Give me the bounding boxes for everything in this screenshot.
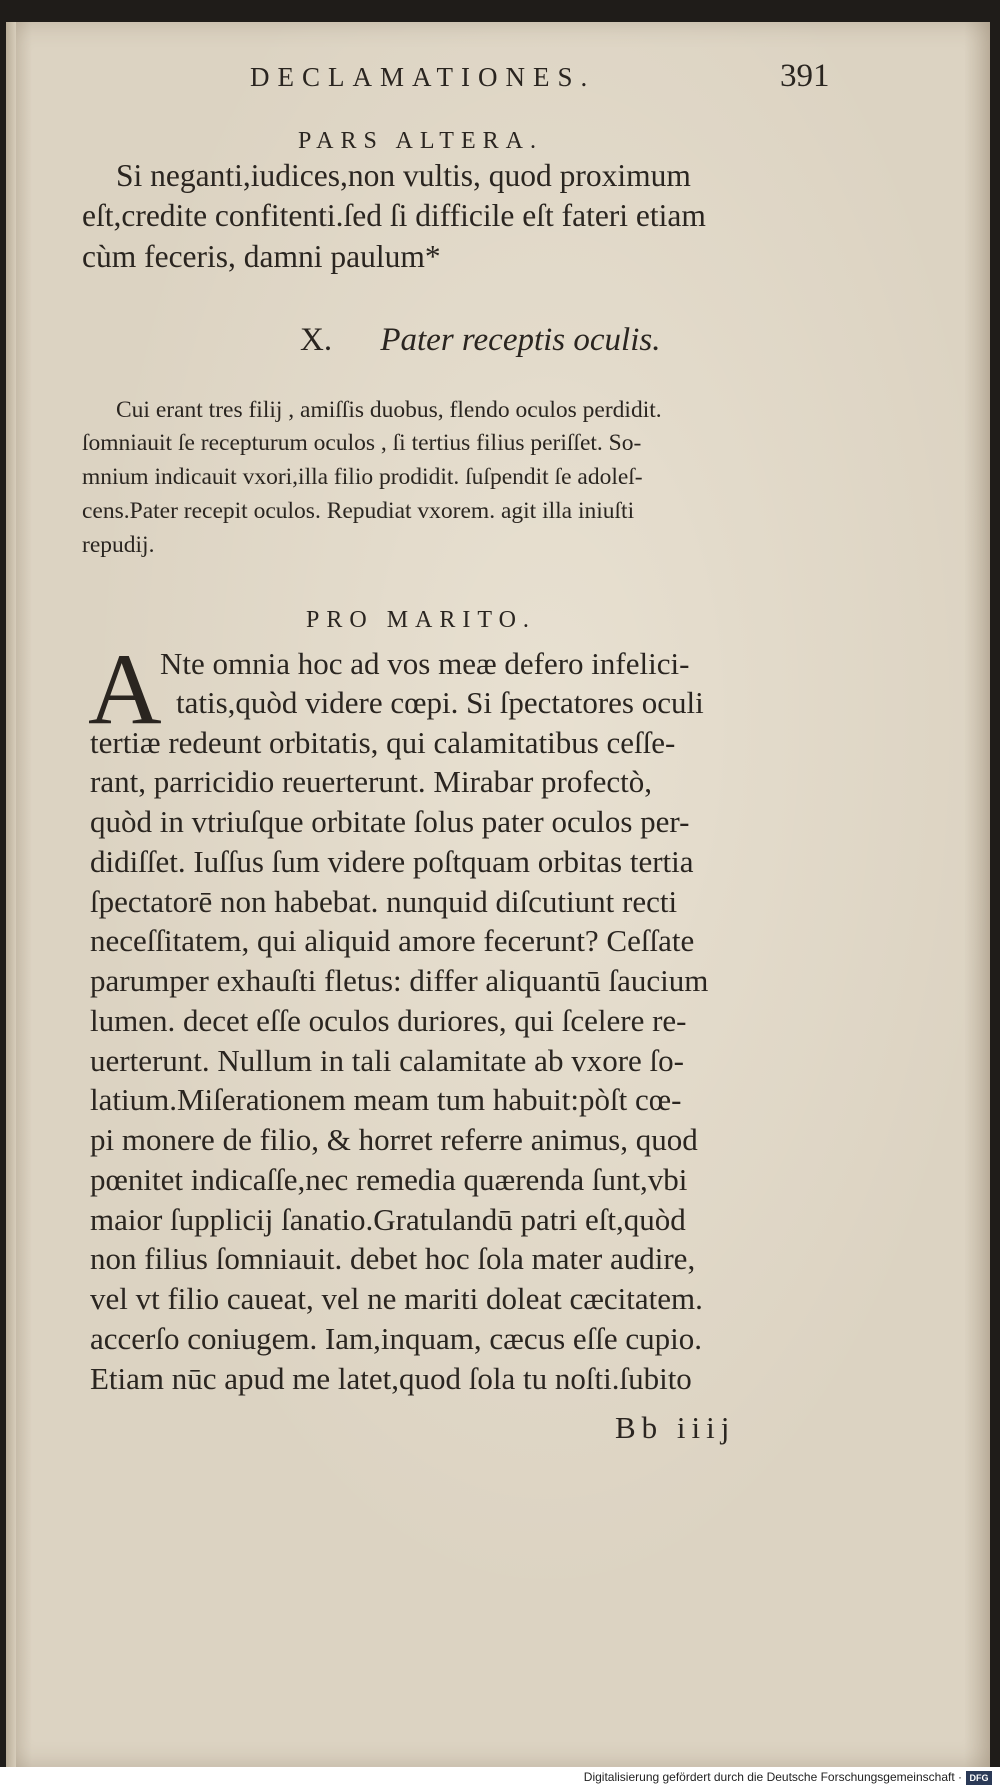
text-line: non filius ſomniauit. debet hoc ſola mater audire, <box>90 1241 696 1276</box>
dfg-logo-icon: DFG <box>966 1771 992 1785</box>
page-gutter <box>6 22 16 1767</box>
text-line: Etiam nūc apud me latet,quod ſola tu noſti.ſubito <box>90 1361 692 1396</box>
text-line: pi monere de filio, & horret referre animus, quod <box>90 1122 698 1157</box>
text-line: quòd in vtriuſque orbitate ſolus pater oculos per- <box>90 804 690 839</box>
signature-mark: Bb iiij <box>615 1410 736 1445</box>
digitization-footer <box>0 1767 1000 1789</box>
text-line: tatis,quòd videre cœpi. Si ſpectatores oculi <box>176 685 704 720</box>
text-line: pœnitet indicaſſe,nec remedia quærenda ſunt,vbi <box>90 1162 688 1197</box>
pars-line: Si neganti,iudices,non vultis, quod proximum <box>116 158 691 193</box>
text-line: maior ſupplicij ſanatio.Gratulandū patri eſt,quòd <box>90 1202 686 1237</box>
text-line: uerterunt. Nullum in tali calamitate ab vxore ſo- <box>90 1043 684 1078</box>
text-line: neceſſitatem, qui aliquid amore fecerunt? Ceſſate <box>90 923 695 958</box>
declamation-number: X. <box>300 322 333 358</box>
drop-cap: A <box>88 633 162 746</box>
running-head: DECLAMATIONES. <box>250 62 596 92</box>
text-line: ſpectatorē non habebat. nunquid diſcutiunt recti <box>90 884 678 919</box>
summary-line: Cui erant tres filij , amiſſis duobus, flendo oculos perdidit. <box>116 397 662 423</box>
pars-line: eſt,credite confitenti.ſed ſi difficile eſt fateri etiam <box>82 198 706 233</box>
text-line: tertiæ redeunt orbitatis, qui calamitatibus ceſſe- <box>90 725 676 760</box>
text-line: parumper exhauſti fletus: differ aliquantū ſaucium <box>90 963 709 998</box>
page-number: 391 <box>780 58 830 94</box>
text-line: vel vt filio caueat, vel ne mariti doleat cæcitatem. <box>90 1281 703 1316</box>
pro-marito-heading: PRO MARITO. <box>306 607 536 633</box>
pars-heading: PARS ALTERA. <box>298 128 543 154</box>
pars-line: cùm feceris, damni paulum* <box>82 239 441 274</box>
text-line: rant, parricidio reuerterunt. Mirabar profectò, <box>90 764 653 799</box>
summary-line: ſomniauit ſe recepturum oculos , ſi tertius filius periſſet. So- <box>82 430 642 456</box>
text-line: didiſſet. Iuſſus ſum videre poſtquam orbitas tertia <box>90 844 694 879</box>
text-line: Nte omnia hoc ad vos meæ defero infelici- <box>160 646 690 681</box>
summary-line: mnium indicauit vxori,illa filio prodidit. ſuſpendit ſe adoleſ- <box>82 464 643 490</box>
summary-line: repudij. <box>82 532 155 558</box>
text-line: lumen. decet eſſe oculos duriores, qui ſcelere re- <box>90 1003 687 1038</box>
declamation-title <box>300 322 660 359</box>
summary-line: cens.Pater recepit oculos. Repudiat vxorem. agit illa iniuſti <box>82 498 635 524</box>
text-line: latium.Miſerationem meam tum habuit:pòſt cœ- <box>90 1082 682 1117</box>
text-line: accerſo coniugem. Iam,inquam, cæcus eſſe cupio. <box>90 1321 703 1356</box>
footer-credit: Digitalisierung gefördert durch die Deutsche Forschungsgemeinschaft · <box>583 1770 962 1784</box>
declamation-title-text: Pater receptis oculis. <box>380 322 661 358</box>
